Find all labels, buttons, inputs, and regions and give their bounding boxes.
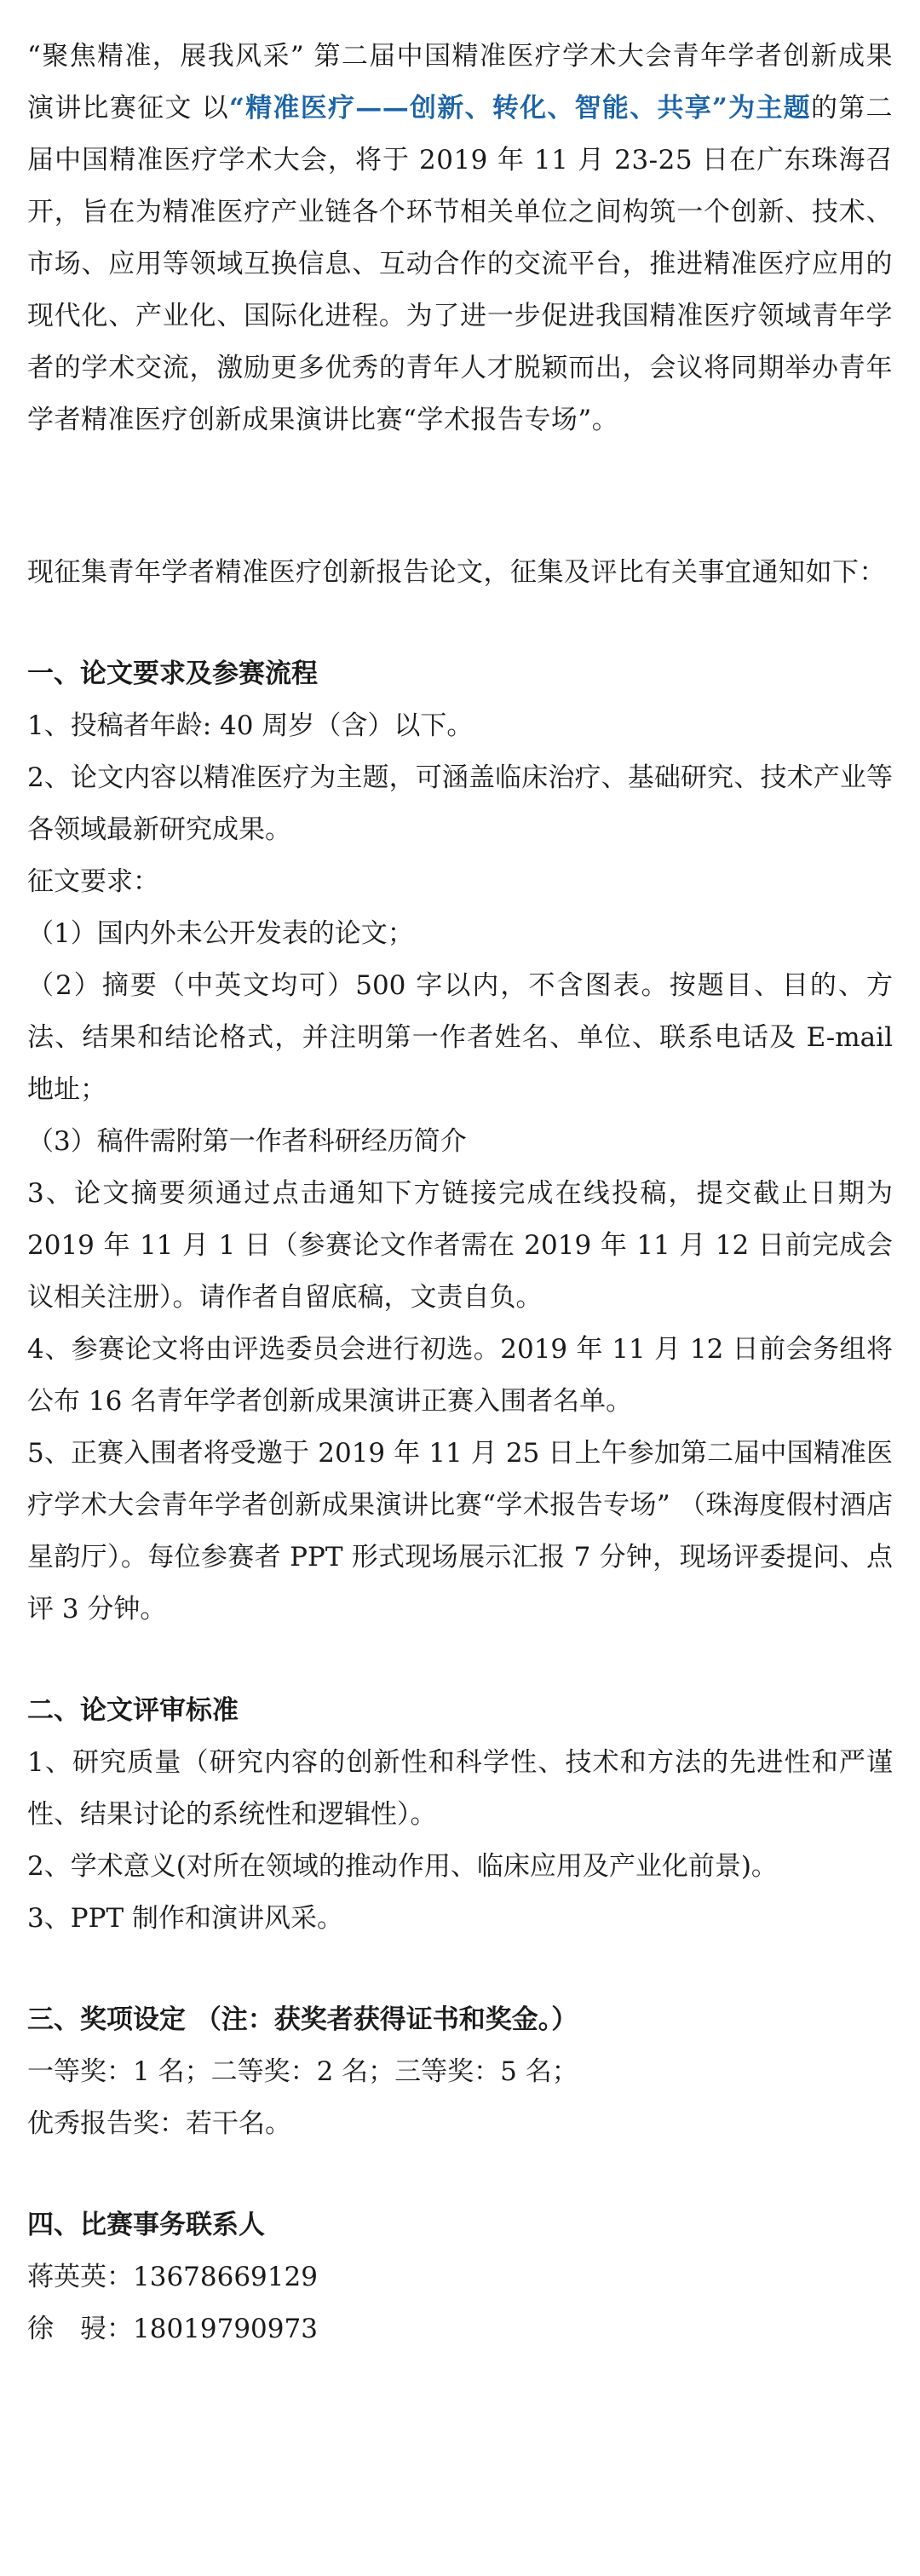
list-item: 1、投稿者年龄: 40 周岁（含）以下。: [27, 710, 474, 741]
requirement-item: （2）摘要（中英文均可）500 字以内，不含图表。按题目、目的、方法、结果和结论格式，并注明第一作者姓名、单位、联系电话及 E-mail 地址；: [27, 970, 893, 1105]
requirement-item: （1）国内外未公开发表的论文；: [27, 918, 414, 949]
intro-paragraph: [27, 31, 893, 446]
section-requirements: [27, 648, 893, 1636]
intro-text-rest: 的第二届中国精准医疗学术大会，将于 2019 年 11 月 23-25 日在广东珠海召开，旨在为精准医疗产业链各个环节相关单位之间构筑一个创新、技术、市场、应用等领域互换信息、互动合作的交流平台，推进精准医疗应用的现代化、产业化、国际化进程。为了进一步促进我国精准医疗领域青年学者的学术交流，激励更多优秀的青年人才脱颖而出，会议将同期举办青年学者精准医疗创新成果演讲比赛“学术报告专场”。: [27, 93, 893, 435]
theme-highlight: “精准医疗——创新、转化、智能、共享”为主题: [229, 93, 811, 124]
contact-line: 蒋英英：13678669129: [27, 2262, 318, 2292]
award-line: 一等奖：1 名；二等奖：2 名；三等奖：5 名；: [27, 2056, 578, 2087]
contact-line: 徐 骎：18019790973: [27, 2314, 318, 2344]
list-item: 3、PPT 制作和演讲风采。: [27, 1903, 343, 1934]
section-criteria: [27, 1685, 893, 1945]
spacer: [27, 446, 893, 547]
spacer: [27, 1945, 893, 1994]
spacer: [27, 599, 893, 648]
spacer: [27, 1636, 893, 1685]
list-item: 4、参赛论文将由评选委员会进行初选。2019 年 11 月 12 日前会务组将公布 16 名青年学者创新成果演讲正赛入围者名单。: [27, 1334, 893, 1417]
award-line: 优秀报告奖：若干名。: [27, 2108, 291, 2139]
section-heading: 二、论文评审标准: [27, 1695, 239, 1726]
requirement-item: （3）稿件需附第一作者科研经历简介: [27, 1126, 467, 1157]
intro-text-start: “聚焦精准，展我风采” 第二届中国精准医疗学术大会青年学者创新成果演讲比赛征文 以: [27, 41, 893, 124]
section-contacts: [27, 2199, 893, 2355]
section-heading: 四、比赛事务联系人: [27, 2210, 265, 2240]
list-item: 3、论文摘要须通过点击通知下方链接完成在线投稿，提交截止日期为 2019 年 11 月 1 日（参赛论文作者需在 2019 年 11 月 12 日前完成会议相关注册）。请作者自留底稿，文责自负。: [27, 1178, 893, 1313]
section-awards: [27, 1994, 893, 2150]
requirements-label: 征文要求：: [27, 866, 159, 897]
list-item: 2、学术意义(对所在领域的推动作用、临床应用及产业化前景)。: [27, 1851, 778, 1882]
list-item: 5、正赛入围者将受邀于 2019 年 11 月 25 日上午参加第二届中国精准医疗学术大会青年学者创新成果演讲比赛“学术报告专场” （珠海度假村酒店星韵厅）。每位参赛者 PPT 形式现场展示汇报 7 分钟，现场评委提问、点评 3 分钟。: [27, 1438, 893, 1624]
list-item: 2、论文内容以精准医疗为主题，可涵盖临床治疗、基础研究、技术产业等各领域最新研究成果。: [27, 762, 893, 845]
spacer: [27, 2150, 893, 2199]
notice-paragraph: 现征集青年学者精准医疗创新报告论文，征集及评比有关事宜通知如下：: [27, 557, 886, 588]
list-item: 1、研究质量（研究内容的创新性和科学性、技术和方法的先进性和严谨性、结果讨论的系统性和逻辑性）。: [27, 1747, 893, 1830]
section-heading: 一、论文要求及参赛流程: [27, 658, 318, 689]
section-heading: 三、奖项设定 （注：获奖者获得证书和奖金。）: [27, 2004, 578, 2035]
